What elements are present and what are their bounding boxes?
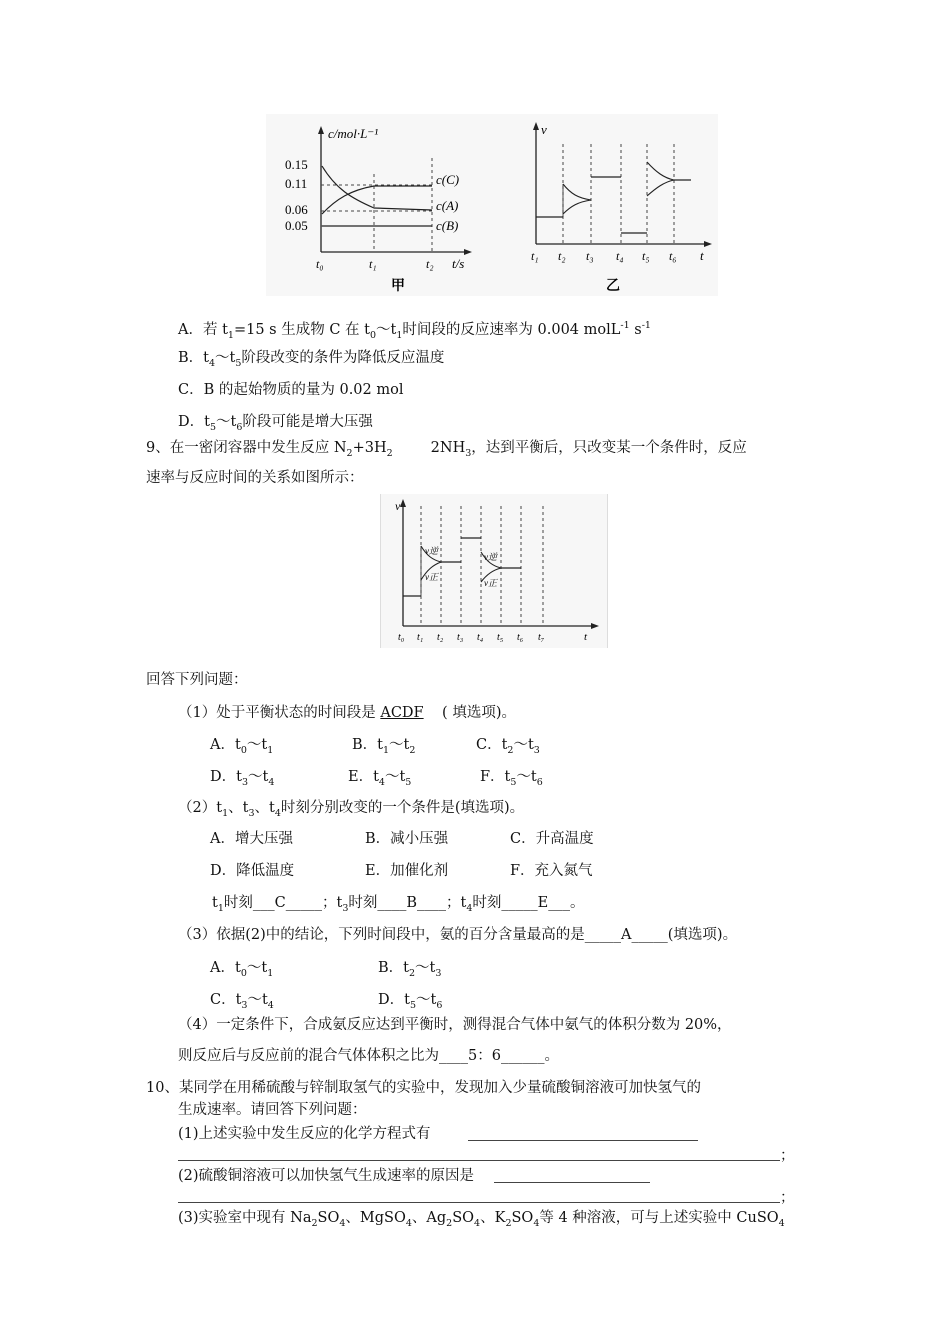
q9-p1-option-b: B．$t_1\sim t_2$ (352, 737, 416, 756)
jia-ytick: 0.05 (285, 218, 308, 233)
yi-xtick: t₁ (531, 249, 539, 263)
q9-stem: 9、在一密闭容器中发生反应 $N_2+3H_2$ $2NH_3$，达到平衡后，只改变某一个条件时，反应 (146, 440, 747, 459)
yi-xtick: t₃ (586, 249, 594, 263)
q9-p3-option-d: D．$t_5\sim t_6$ (378, 992, 443, 1011)
figure-q9 (380, 494, 608, 648)
q9-xtick: t₃ (457, 632, 464, 643)
q9-p2-option-d: D．降低温度 (210, 863, 295, 879)
q10-part1-semicolon: ； (780, 1148, 795, 1164)
q10-part1-blank[interactable] (468, 1140, 698, 1141)
yi-xtick: t₆ (669, 249, 677, 263)
jia-curve-c: c(C) (436, 172, 460, 187)
q10-part3: (3)实验室中现有 $Na_2SO_4$、MgSO$_4$、$Ag_2SO_4$、$K_2SO_4$等 4 种溶液，可与上述实验中 CuSO$_4$ (178, 1210, 785, 1229)
q9-p2-option-b: B．减小压强 (365, 831, 449, 847)
yi-xtick: t₄ (616, 249, 624, 263)
q8-option-b: B．$t_4\sim t_5$阶段改变的条件为降低反应温度 (178, 350, 445, 369)
q9-p3-option-a: A．$t_0\sim t_1$ (210, 960, 274, 979)
q10-part2-semicolon: ； (780, 1190, 795, 1206)
q9-p1-option-e: E．$t_4\sim t_5$ (348, 769, 412, 788)
q10-part1-blank-2[interactable] (178, 1160, 780, 1161)
q9-p1-option-a: A．$t_0\sim t_1$ (210, 737, 274, 756)
q9-p1-option-c: C．$t_2\sim t_3$ (476, 737, 540, 756)
q8-option-c: C．B 的起始物质的量为 0.02 mol (178, 382, 404, 398)
jia-xtick: t₁ (369, 257, 377, 271)
q9-p1-option-d: D．$t_3\sim t_4$ (210, 769, 275, 788)
jia-ytick: 0.15 (285, 157, 308, 172)
q9-xtick: t₆ (517, 632, 524, 643)
yi-xlabel: t (700, 248, 704, 263)
q10-stem-2: 生成速率。请回答下列问题： (178, 1102, 367, 1118)
q9-label: v逆 (425, 546, 438, 556)
yi-xtick: t₅ (642, 249, 650, 263)
chart-yi (531, 122, 712, 294)
q9-p3-option-c: C．$t_3\sim t_4$ (210, 992, 274, 1011)
q9-part2-answers: $t_1$时刻___C_____；$t_3$时刻____B____；$t_4$时刻_____E___。 (212, 895, 585, 914)
jia-xtick: t₂ (426, 257, 434, 271)
q9-xtick: t₁ (417, 632, 424, 643)
q9-ylabel: v (395, 499, 401, 513)
q9-part1: （1）处于平衡状态的时间段是 ACDF ( 填选项)。 (178, 705, 516, 721)
q9-stem-2: 速率与反应时间的关系如图所示： (146, 470, 364, 486)
q10-part1: (1)上述实验中发生反应的化学方程式有 (178, 1126, 431, 1142)
q9-prompt: 回答下列问题： (146, 672, 248, 688)
jia-xtick: t₀ (316, 257, 324, 271)
yi-caption: 乙 (606, 279, 620, 294)
q10-part2-blank[interactable] (494, 1182, 650, 1183)
q9-part3: （3）依据(2)中的结论，下列时间段中，氨的百分含量最高的是_____A_____(填选项)。 (178, 927, 738, 943)
jia-xlabel: t/s (452, 256, 465, 271)
q10-stem: 10、某同学在用稀硫酸与锌制取氢气的实验中，发现加入少量硫酸铜溶液可加快氢气的 (146, 1080, 701, 1096)
jia-caption: 甲 (391, 279, 405, 294)
q9-xtick: t₇ (538, 632, 545, 643)
jia-curve-a: c(A) (436, 198, 459, 213)
figure-top (266, 114, 718, 296)
q9-part4-line2: 则反应后与反应前的混合气体体积之比为____5：6______。 (178, 1048, 559, 1064)
jia-ylabel: c/mol·L⁻¹ (328, 126, 379, 141)
q9-p2-option-f: F．充入氮气 (510, 863, 593, 879)
figure-q9-svg (381, 494, 607, 648)
q9-p1-option-f: F．$t_5\sim t_6$ (480, 769, 543, 788)
jia-curve-b: c(B) (436, 218, 459, 233)
q8-option-d: D．$t_5\sim t_6$阶段可能是增大压强 (178, 414, 373, 433)
q10-part2: (2)硫酸铜溶液可以加快氢气生成速率的原因是 (178, 1168, 475, 1184)
q9-xtick: t₂ (437, 632, 444, 643)
jia-ytick: 0.11 (285, 176, 308, 191)
q9-label: v逆 (484, 552, 497, 562)
q8-option-a: A．若 $t_1=15$ s 生成物 C 在 $t_0\sim t_1$时间段的反应速率为 0.004 molL$^{-1}$ $s^{-1}$ (178, 320, 651, 341)
q10-part2-blank-2[interactable] (178, 1202, 780, 1203)
q9-p2-option-e: E．加催化剂 (365, 863, 449, 879)
jia-ytick: 0.06 (285, 202, 308, 217)
q9-xlabel: t (584, 631, 588, 643)
figure-top-svg (266, 114, 718, 296)
q9-part2: $(2)t_1$、$t_3$、$t_4$时刻分别改变的一个条件是(填选项)。 (178, 800, 525, 819)
q9-part4-line1: （4）一定条件下，合成氨反应达到平衡时，测得混合气体中氨气的体积分数为 20%， (178, 1017, 732, 1033)
yi-ylabel: v (541, 122, 547, 137)
q9-xtick: t₅ (497, 632, 504, 643)
yi-xtick: t₂ (558, 249, 566, 263)
q9-p2-option-c: C．升高温度 (510, 831, 594, 847)
q9-label: v正 (425, 572, 438, 582)
q9-p3-option-b: B．$t_2\sim t_3$ (378, 960, 442, 979)
q9-p2-option-a: A．增大压强 (210, 831, 293, 847)
q9-xtick: t₄ (477, 632, 484, 643)
q9-xtick: t₀ (398, 632, 405, 643)
chart-jia (285, 126, 472, 294)
q9-label: v正 (484, 578, 497, 588)
